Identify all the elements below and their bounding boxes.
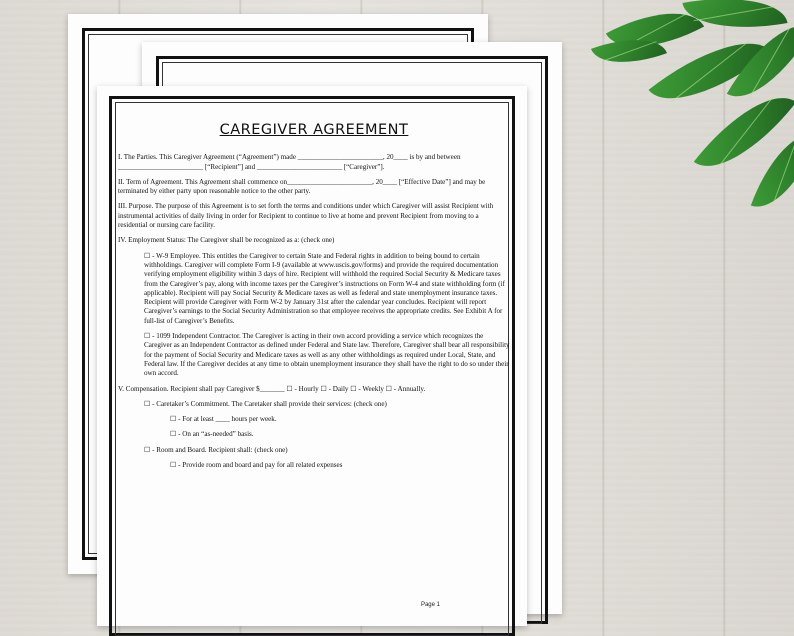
option-w9-employee: ☐ - W-9 Employee. This entitles the Caregiver to certain State and Federal rights in addition to being bound to certain withholdings. Caregiver will complete Form I-9 (available at www.uscis.gov/forms) and provide the required documentation verifying employment eligibility within 3 days of hire. Recipient will withhold the required Social Security & Medicare taxes from the Caregiver’s pay, along with income taxes per the Caregiver’s instructions on Form W-4 and state withholding form (if applicable). Recipient will pay Social Security & Medicare taxes as well as federal and state unemployment insurance taxes. Recipient will provide Caregiver with Form W-2 by January 31st after the calendar year concludes. Recipient will report Caregiver’s earnings to the Social Security Administration so that employee receives the appropriate credits. See Exhibit A for full-list of Caregiver’s Benefits. — [144, 251, 505, 325]
caretaker-commitment: ☐ - Caretaker’s Commitment. The Caretaker shall provide their services: (check one) — [144, 399, 387, 408]
section-purpose: III. Purpose. The purpose of this Agreement is to set forth the terms and conditions under which Caregiver will assist Recipient with instrumental activities of daily living in order for Recipient to continue to live at home and prevent Recipient from moving to a residential or nursing care facility. — [118, 202, 494, 230]
agreement-document — [118, 104, 510, 614]
room-and-board: ☐ - Room and Board. Recipient shall: (check one) — [144, 445, 288, 454]
page-number: Page 1 — [420, 601, 440, 608]
section-parties: I. The Parties. This Caregiver Agreement (“Agreement”) made ________________________, 20____ is by and between ________________________ [“Recipient”] and ________________________ [“Caregiver”]. — [118, 153, 461, 171]
section-term: II. Term of Agreement. This Agreement shall commence on________________________, 20____ [“Effective Date”] and may be terminated by either party upon reasonable notice to the other party. — [118, 177, 486, 196]
option-1099-contractor: ☐ - 1099 Independent Contractor. The Caregiver is acting in their own accord providing a service which recognizes the Caregiver as an Independent Contractor as defined under Federal and State law. Therefore, Caregiver shall bear all responsibility for the payment of Social Security and Medicare taxes as well as any other withholdings as required under Local, State, and Federal law. If the Caregiver decides at any time to obtain unemployment insurance they shall have the right to do so under their own accord. — [144, 332, 510, 378]
commitment-option-as-needed: ☐ - On an “as-needed” basis. — [170, 430, 254, 439]
room-option-provide: ☐ - Provide room and board and pay for all related expenses — [170, 461, 343, 470]
document-title: CAREGIVER AGREEMENT — [219, 122, 409, 138]
section-employment-status: IV. Employment Status: The Caregiver shall be recognized as a: (check one) — [118, 236, 335, 245]
plant-leaves — [590, 0, 794, 240]
section-compensation: V. Compensation. Recipient shall pay Caregiver $_______ ☐ - Hourly ☐ - Daily ☐ - Weekly ☐ - Annually. — [118, 384, 426, 393]
leaf — [682, 0, 787, 40]
commitment-option-hours: ☐ - For at least ____ hours per week. — [170, 415, 277, 424]
